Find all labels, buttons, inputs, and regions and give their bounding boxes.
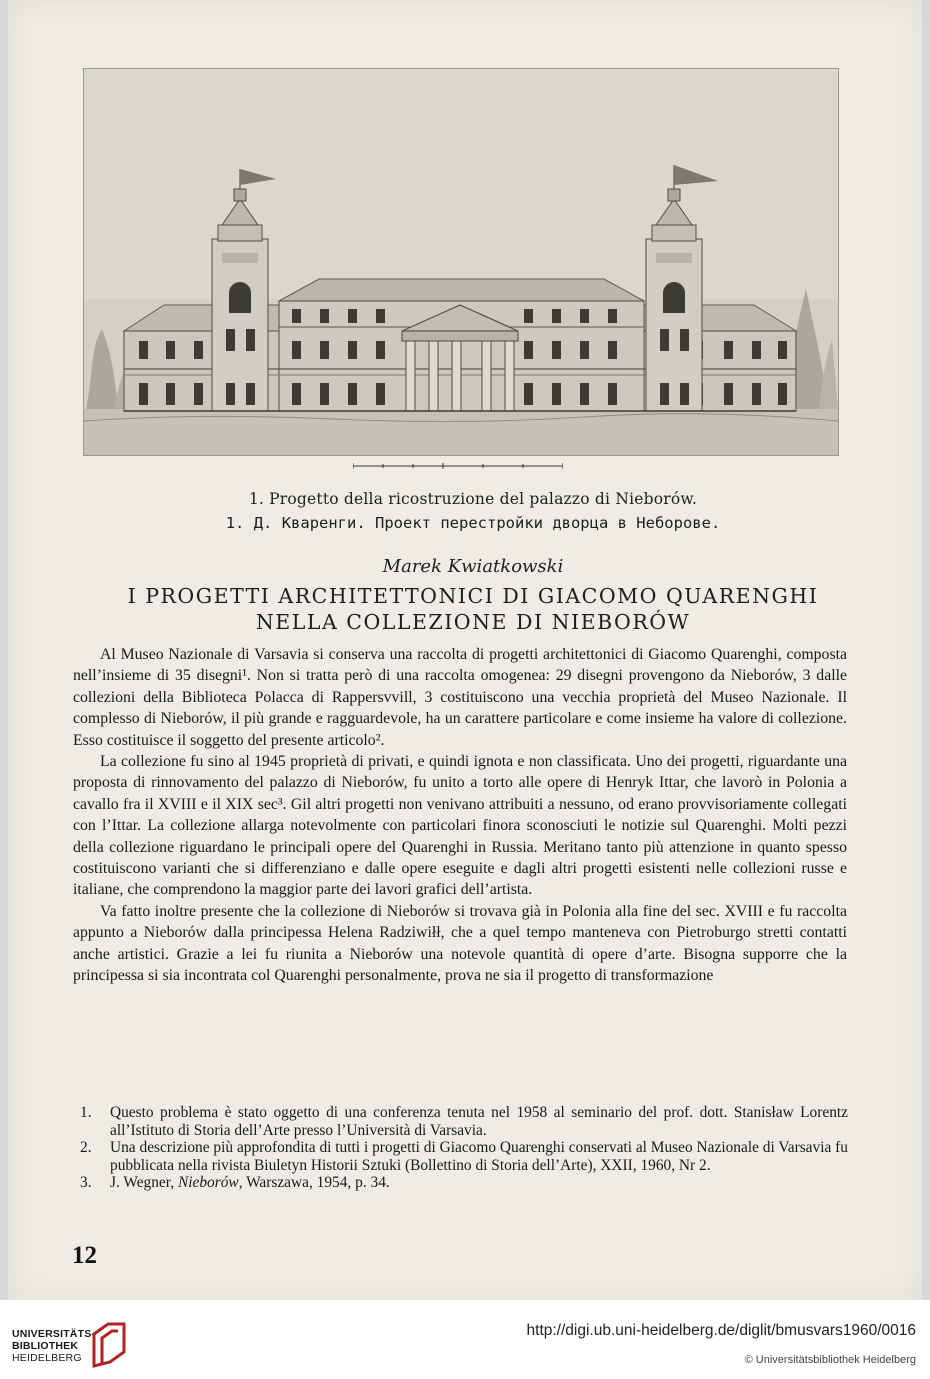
paragraph: La collezione fu sino al 1945 proprietà di privati, e quindi ignota e non classificata. Uno dei progetti, riguardante una proposta di rinnovamento del palazzo di Nieborów, fu unito a torto alle opere di Henryk Ittar, che lavorò in Polonia a cavallo fra il XVIII e il XIX sec³. Gil altri progetti non venivano attribuiti a nessuno, od erano provvisoriamente collegati con l’Ittar. La collezione allarga notevolmente con particolari finora sconosciuti le notizie sul Quarenghi. Molti pezzi della collezione riguardano le principali opere del Quarenghi in Russia. Meritano tanto più attenzione in quanto spesso costituiscono varianti che si differenziano e dalle opere eseguite e dagli altri progetti esistenti nelle collezioni russe e italiane, che comprendono la maggior parte dei lavori grafici dell’artista. (73, 753, 847, 899)
footnote-text: Una descrizione più approfondita di tutti i progetti di Giacomo Quarenghi conservati al Museo Nazionale di Varsavia fu pubblicata nella rivista Biuletyn Historii Sztuki (Bollettino di Storia dell’Arte), XXII, 1960, Nr 2. (110, 1139, 848, 1174)
footnote-number: 2. (80, 1139, 92, 1157)
logo-line: HEIDELBERG (12, 1352, 82, 1364)
library-logo-icon[interactable] (90, 1320, 128, 1370)
logo-line: UNIVERSITÄTS- (12, 1328, 96, 1340)
footnote-text-part: J. Wegner, (110, 1174, 178, 1192)
permalink-url[interactable]: http://digi.ub.uni-heidelberg.de/diglit/bmusvars1960/0016 (526, 1322, 916, 1339)
scale-bar (353, 462, 563, 470)
footnote (80, 1174, 848, 1192)
footnote (80, 1104, 848, 1139)
figure-caption-russian: 1. Д. Кваренги. Проект перестройки дворца в Неборове. (225, 514, 721, 532)
footnotes (80, 1104, 848, 1192)
paragraph: Al Museo Nazionale di Varsavia si conserva una raccolta di progetti architettonici di Giacomo Quarenghi, composta nell’insieme di 35 disegni¹. Non si tratta però di una raccolta omogenea: 29 disegni provengono da Nieborów, 3 dalle collezioni della Biblioteca Polacca di Rappersvvill, 3 costituiscono una vecchia proprietà del Museo Nazionale. Il complesso di Nieborów, il più grande e ragguardevole, ha un carattere particolare e come insieme ha valore di collezione. Esso costituisce il soggetto del presente articolo². (73, 646, 847, 749)
footnote-italic-title: Nieborów (177, 1174, 239, 1192)
footnote-text-part: , Warszawa, 1954, p. 34. (238, 1174, 390, 1192)
article-title-line-1: I PROGETTI ARCHITETTONICI DI GIACOMO QUARENGHI (127, 584, 819, 608)
footnote-number: 3. (80, 1174, 92, 1192)
article-title-line-2: NELLA COLLEZIONE DI NIEBORÓW (255, 610, 691, 634)
logo-line: BIBLIOTHEK (12, 1340, 79, 1352)
figure-caption-italian: 1. Progetto della ricostruzione del palazzo di Nieborów. (248, 490, 698, 508)
scanned-page (8, 0, 922, 1300)
page-number: 12 (72, 1242, 97, 1269)
footnote (80, 1139, 848, 1174)
footnote-text: Questo problema è stato oggetto di una conferenza tenuta nel 1958 al seminario del prof. dott. Stanisław Lorentz all’Istituto di Storia dell’Arte presso l’Università di Varsavia. (110, 1104, 848, 1139)
article-body (73, 644, 847, 987)
palace-elevation-drawing (83, 68, 839, 456)
paragraph: Va fatto inoltre presente che la collezione di Nieborów si trovava già in Polonia alla fine del sec. XVIII e fu raccolta appunto a Nieborów dalla principessa Helena Radziwiłł, che a quel tempo manteneva con Pietroburgo stretti contatti anche artistici. Grazie a lei fu riunita a Nieborów una notevole quantità di opere d’arte. Bisogna supporre che la principessa si sia incontrata col Quarenghi personalmente, prova ne sia il progetto di transformazione (73, 902, 847, 985)
library-logo-text[interactable] (12, 1328, 95, 1364)
copyright-notice: © Universitätsbibliothek Heidelberg (744, 1354, 916, 1366)
digitization-footer (0, 1300, 930, 1379)
footnote-text (110, 1174, 848, 1192)
article-author: Marek Kwiatkowski (382, 556, 564, 577)
footnote-number: 1. (80, 1104, 92, 1121)
